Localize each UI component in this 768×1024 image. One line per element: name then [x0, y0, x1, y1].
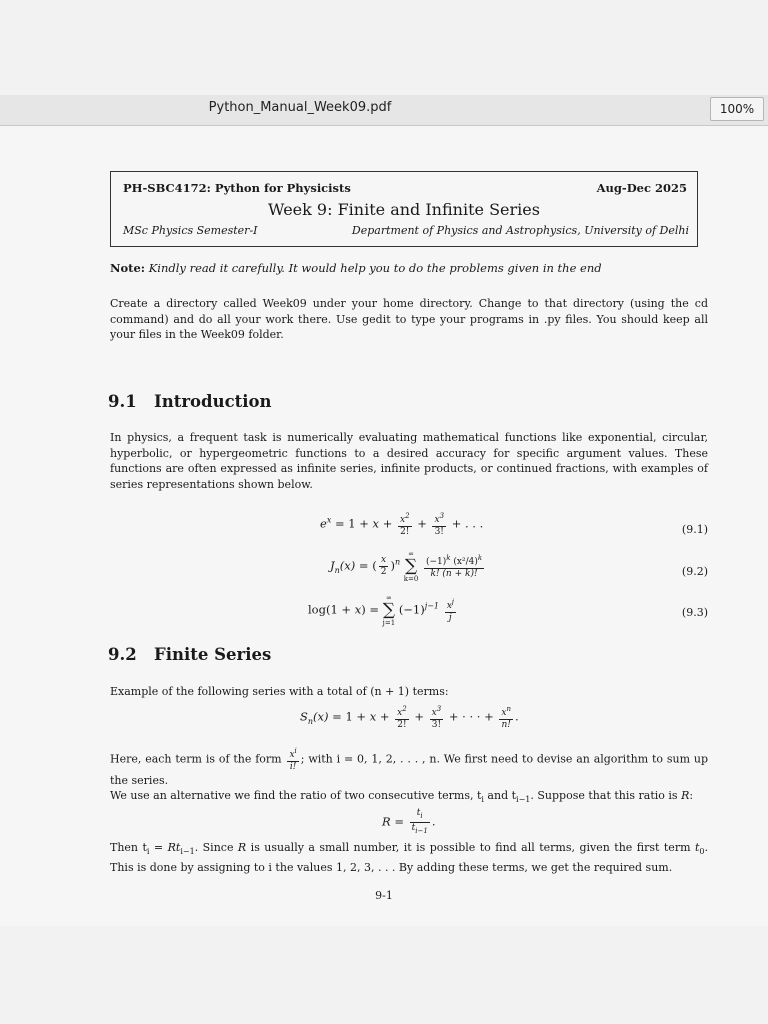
- note-label: Note:: [110, 261, 146, 275]
- recursion-paragraph: Then $t_i = Rt_{i-1}$. Since R is usually a small number, it is possible to find all terms, given the first term $t_0$. This is done by assigning to i the values 1, 2, 3, . . . By adding these terms, we get the required sum.: [110, 841, 708, 874]
- zoom-level-field[interactable]: 100%: [710, 97, 764, 121]
- introduction-paragraph: In physics, a frequent task is numerically evaluating mathematical functions like exponential, circular, hyperbolic, or hypergeometric functions to a desired accuracy for specific argument values. These functions are often expressed as infinite series, infinite products, or continued fractions, with examples of series representations shown below.: [110, 431, 708, 491]
- term-form-fraction: $\frac{x^i}{i!}$: [289, 747, 297, 772]
- equation-9-3: [110, 594, 708, 636]
- equation-9-2: [110, 548, 708, 594]
- ratio-equation: R = $\frac{t_i}{t_{i-1}}$ .: [382, 808, 436, 835]
- page-number: 9-1: [375, 889, 393, 902]
- ratio-intro-text: We use an alternative we find the ratio of two consecutive terms, t: [110, 789, 482, 802]
- equation-label: (9.2): [681, 565, 708, 578]
- viewer-background: [0, 926, 768, 1024]
- finite-series-lead: Example of the following series with a total of (n + 1) terms:: [110, 685, 449, 698]
- section-number: 9.2: [108, 645, 137, 664]
- course-term: Aug-Dec 2025: [596, 181, 687, 195]
- ratio-formula: [110, 806, 708, 842]
- section-title: Introduction: [154, 392, 272, 411]
- equation-9-1: [110, 511, 708, 547]
- note-text: Kindly read it carefully. It would help you to do the problems given in the end: [148, 261, 602, 275]
- exp-series-formula: $e^x = 1 + x$ + $\frac{x^2}{2!}$ + $\frac{x^3}{3!}$ + . . .: [320, 512, 484, 537]
- recursion-text: Then t: [110, 841, 147, 854]
- pdf-viewer-toolbar: [0, 95, 768, 126]
- pdf-page: [0, 126, 768, 926]
- week-title: Week 9: Finite and Infinite Series: [268, 200, 540, 219]
- term-form-text-a: Here, each term is of the form: [110, 752, 282, 766]
- log-series-formula: log(1 + x) = ∞ ∑ j=1 $(-1)^{j-1}$ $\frac{x^j}{j}$: [308, 594, 454, 627]
- sn-formula: $S_n(x) = 1 + x$ + $\frac{x^2}{2!}$ + $\frac{x^3}{3!}$ + · · · + $\frac{x^n}{n!}$ .: [300, 705, 519, 730]
- course-header-box: [110, 171, 698, 247]
- finite-series-formula: [110, 704, 708, 740]
- closing-text: This is done by assigning to i the values 1, 2, 3, . . . By adding these terms, we get the required sum.: [110, 860, 673, 874]
- section-title: Finite Series: [154, 645, 272, 664]
- ratio-paragraph: We use an alternative we find the ratio of two consecutive terms, $t_i$ and $t_{i-1}$. Suppose that this ratio is R:: [110, 789, 694, 805]
- course-code: PH-SBC4172: Python for Physicists: [123, 181, 351, 195]
- equation-label: (9.1): [681, 523, 708, 536]
- bessel-series-formula: $J_n(x)$ = ( $\frac{x}{2}$ )$^n$ ∞ ∑ k=0 $\frac{(-1)^k (x^2/4)^k}{k! (n + k)!}$: [330, 550, 483, 583]
- intro-paragraph: Create a directory called Week09 under your home directory. Change to that directory (using the cd command) and do all your work there. Use gedit to type your programs in .py files. You should keep all your files in the Week09 folder.: [110, 297, 708, 341]
- semester-label: MSc Physics Semester-I: [123, 224, 258, 237]
- department-label: Department of Physics and Astrophysics, University of Delhi: [351, 224, 689, 237]
- section-heading-introduction: [108, 392, 272, 411]
- document-title: Python_Manual_Week09.pdf: [208, 100, 392, 115]
- section-heading-finite-series: [108, 645, 271, 664]
- term-form-text-b: ; with i = 0, 1, 2, . . . , n. We first need to devise an algorithm to sum up the series.: [110, 752, 708, 787]
- term-form-paragraph: [110, 746, 708, 789]
- note-line: [110, 261, 602, 275]
- section-number: 9.1: [108, 392, 137, 411]
- equation-label: (9.3): [681, 606, 708, 619]
